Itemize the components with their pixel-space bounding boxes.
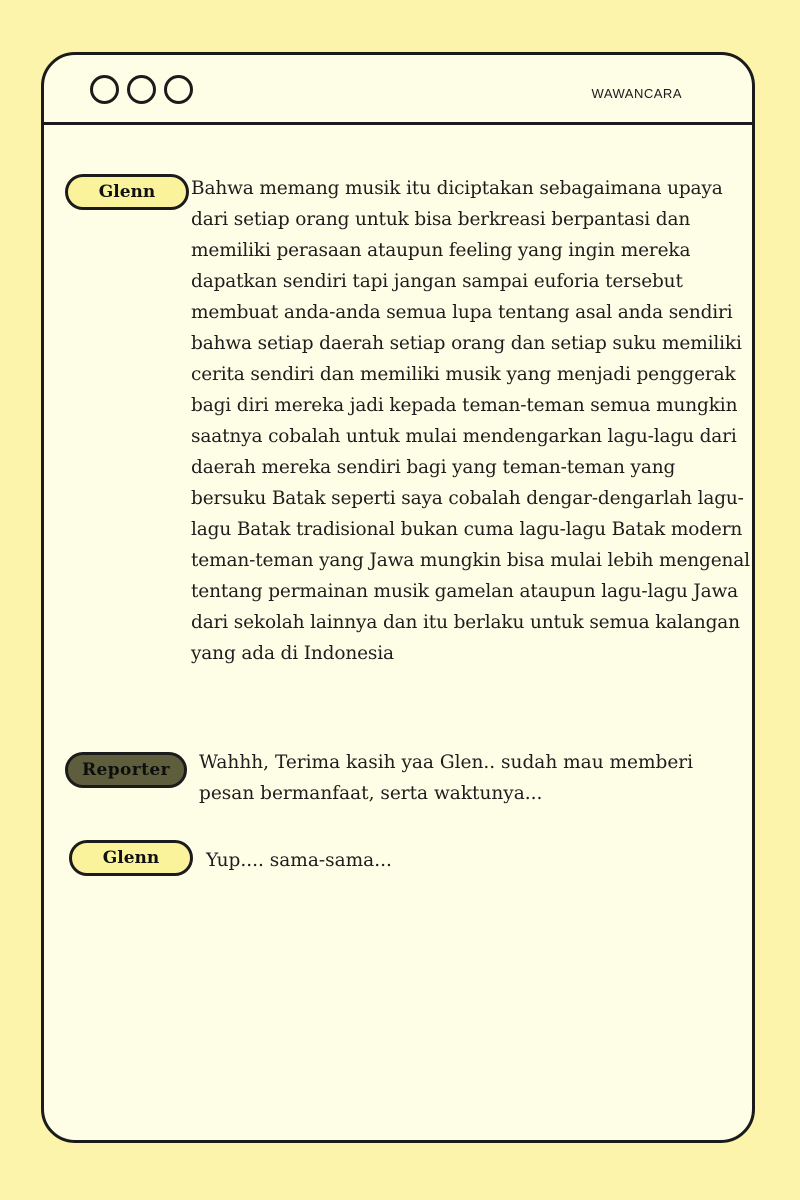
window-titlebar xyxy=(44,55,752,125)
speaker-name: Glenn xyxy=(102,848,160,868)
speaker-badge-reporter xyxy=(65,752,187,788)
message-text: Yup.... sama-sama... xyxy=(206,850,392,871)
message-text: Wahhh, Terima kasih yaa Glen.. sudah mau memberi pesan bermanfaat, serta waktunya... xyxy=(199,752,694,804)
speaker-badge-glenn xyxy=(65,174,189,210)
window-control-circle-icon[interactable] xyxy=(164,75,193,104)
window-title: WAWANCARA xyxy=(591,86,682,101)
window-control-circle-icon[interactable] xyxy=(90,75,119,104)
window-control-circle-icon[interactable] xyxy=(127,75,156,104)
speaker-name: Reporter xyxy=(82,760,170,780)
speaker-badge-glenn xyxy=(69,840,193,876)
message-text: Bahwa memang musik itu diciptakan sebagaimana upaya dari setiap orang untuk bisa berkreasi berpantasi dan memiliki perasaan ataupun feeling yang ingin mereka dapatkan sendiri tapi jangan sampai euforia tersebut membuat anda-anda semua lupa tentang asal anda sendiri bahwa setiap daerah setiap orang dan setiap suku memiliki cerita sendiri dan memiliki musik yang menjadi penggerak bagi diri mereka jadi kepada teman-teman semua mungkin saatnya cobalah untuk mulai mendengarkan lagu-lagu dari daerah mereka sendiri bagi yang teman-teman yang bersuku Batak seperti saya cobalah dengar-dengarlah lagu-lagu Batak tradisional bukan cuma lagu-lagu Batak modern teman-teman yang Jawa mungkin bisa mulai lebih mengenal tentang permainan musik gamelan ataupun lagu-lagu Jawa dari sekolah lainnya dan itu berlaku untuk semua kalangan yang ada di Indonesia xyxy=(191,178,750,664)
interview-window xyxy=(41,52,755,1143)
speaker-name: Glenn xyxy=(98,182,156,202)
